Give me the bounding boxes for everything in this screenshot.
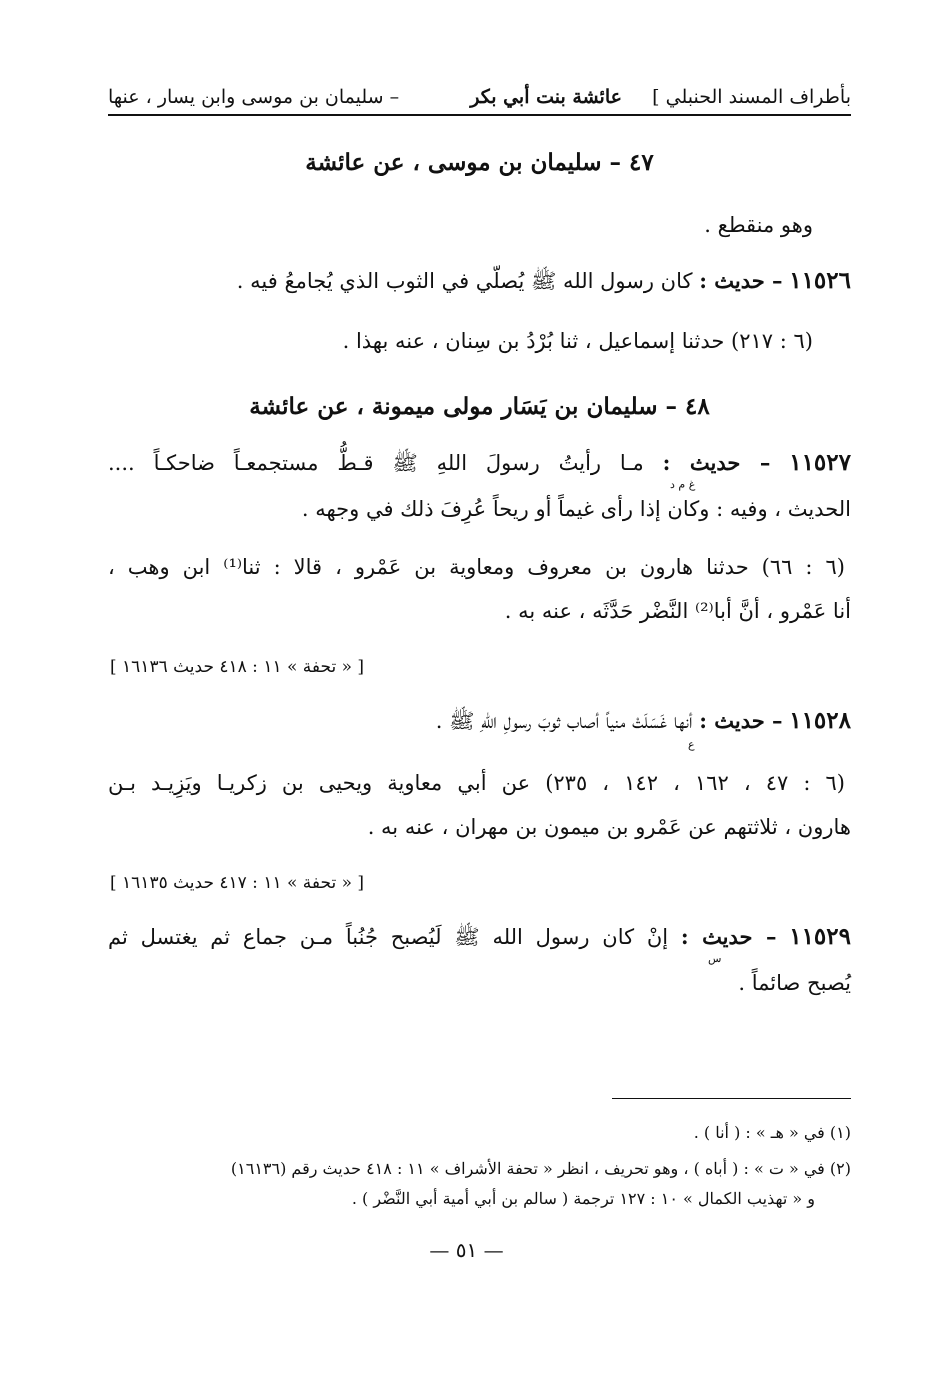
hadith-label: – حديث : bbox=[680, 924, 777, 949]
hadith-text: إنْ كان رسول الله ﷺ لَيُصبح جُنُباً مـن جماع ثم يغتسل ثم bbox=[108, 925, 669, 949]
hadith-label: – حديث : bbox=[662, 450, 771, 475]
manuscript-sigla: غ م د bbox=[670, 478, 696, 491]
footnote-divider bbox=[612, 1098, 851, 1099]
hadith-label: – حديث : bbox=[699, 268, 783, 293]
hadith-number: ١١٥٢٨ bbox=[789, 707, 851, 734]
hadith-11529-line-1 bbox=[108, 922, 851, 952]
hadith-11529-line-2: يُصبح صائماً . bbox=[738, 971, 851, 995]
hadith-11527-isnad-2: أنا عَمْرو ، أنَّ أبا⁽²⁾ النَّضْر حَدَّثَه ، عنه به . bbox=[504, 599, 851, 623]
hadith-text: أنها غَسَلَتْ منياً أصاب ثوبَ رسولِ اللهِ ﷺ . bbox=[435, 709, 693, 733]
hadith-11526-isnad: (٦ : ٢١٧) حدثنا إسماعيل ، ثنا بُرْدُ بن سِنان ، عنه بهذا . bbox=[342, 329, 813, 353]
manuscript-sigla: س bbox=[708, 952, 722, 965]
hadith-11528 bbox=[108, 706, 851, 736]
hadith-11526 bbox=[108, 266, 851, 296]
hadith-11527-reference: [ « تحفة » ١١ : ٤١٨ حديث ١٦١٣٦ ] bbox=[110, 657, 365, 677]
section-47-title: ٤٧ – سليمان بن موسى ، عن عائشة bbox=[305, 149, 654, 176]
footnote-1: (١) في « هـ » : ( أنا ) . bbox=[693, 1123, 851, 1142]
hadith-11528-isnad-1: (٦ : ٤٧ ، ١٦٢ ، ١٤٢ ، ٢٣٥) عن أبي معاوية ويحيى بن زكريـا ويَزِيـد بـن bbox=[108, 771, 845, 795]
header-section: – سليمان بن موسى وابن يسار ، عنها bbox=[108, 86, 400, 108]
hadith-11528-reference: [ « تحفة » ١١ : ٤١٧ حديث ١٦١٣٥ ] bbox=[110, 873, 365, 893]
hadith-number: ١١٥٢٩ bbox=[789, 923, 851, 950]
header-book-title: بأطراف المسند الحنبلي ] عائشة بنت أبي بكر bbox=[470, 86, 851, 108]
hadith-11527-line-2: الحديث ، وفيه : وكان إذا رأى غيماً أو ريحاً عُرِفَ ذلك في وجهه . bbox=[301, 497, 851, 521]
header-chapter: عائشة بنت أبي بكر bbox=[470, 86, 622, 108]
page-number: — ٥١ — bbox=[429, 1238, 504, 1262]
footnote-2-line-2: و « تهذيب الكمال » ١٠ : ١٢٧ ترجمة ( سالم بن أبي أمية أبي النَّضْر ) . bbox=[351, 1189, 815, 1208]
hadith-text: مـا رأيتُ رسولَ اللهِ ﷺ قـطُّ مستجمعـاً ضاحكـاً .... bbox=[108, 451, 644, 475]
footnote-2-line-1: (٢) في « ت » : ( أباه ) ، وهو تحريف ، انظر « تحفة الأشراف » ١١ : ٤١٨ حديث رقم (١٦١٣٦) bbox=[230, 1159, 851, 1178]
manuscript-sigla: ع bbox=[688, 738, 695, 751]
hadith-number: ١١٥٢٧ bbox=[789, 449, 851, 476]
hadith-number: ١١٥٢٦ bbox=[789, 267, 851, 294]
section-48-title: ٤٨ – سليمان بن يَسَار مولى ميمونة ، عن عائشة bbox=[249, 393, 710, 420]
hadith-11528-isnad-2: هارون ، ثلاثتهم عن عَمْرو بن ميمون بن مهران ، عنه به . bbox=[367, 815, 851, 839]
hadith-11527-line-1 bbox=[108, 448, 851, 478]
running-header bbox=[108, 82, 851, 116]
section-47-note: وهو منقطع . bbox=[704, 213, 813, 237]
hadith-text: كان رسول الله ﷺ يُصلّي في الثوب الذي يُجامعُ فيه . bbox=[236, 269, 693, 293]
hadith-11527-isnad-1: (٦ : ٦٦) حدثنا هارون بن معروف ومعاوية بن عَمْرو ، قالا : ثنا⁽¹⁾ ابن وهب ، bbox=[108, 555, 845, 579]
hadith-label: – حديث : bbox=[699, 708, 783, 733]
